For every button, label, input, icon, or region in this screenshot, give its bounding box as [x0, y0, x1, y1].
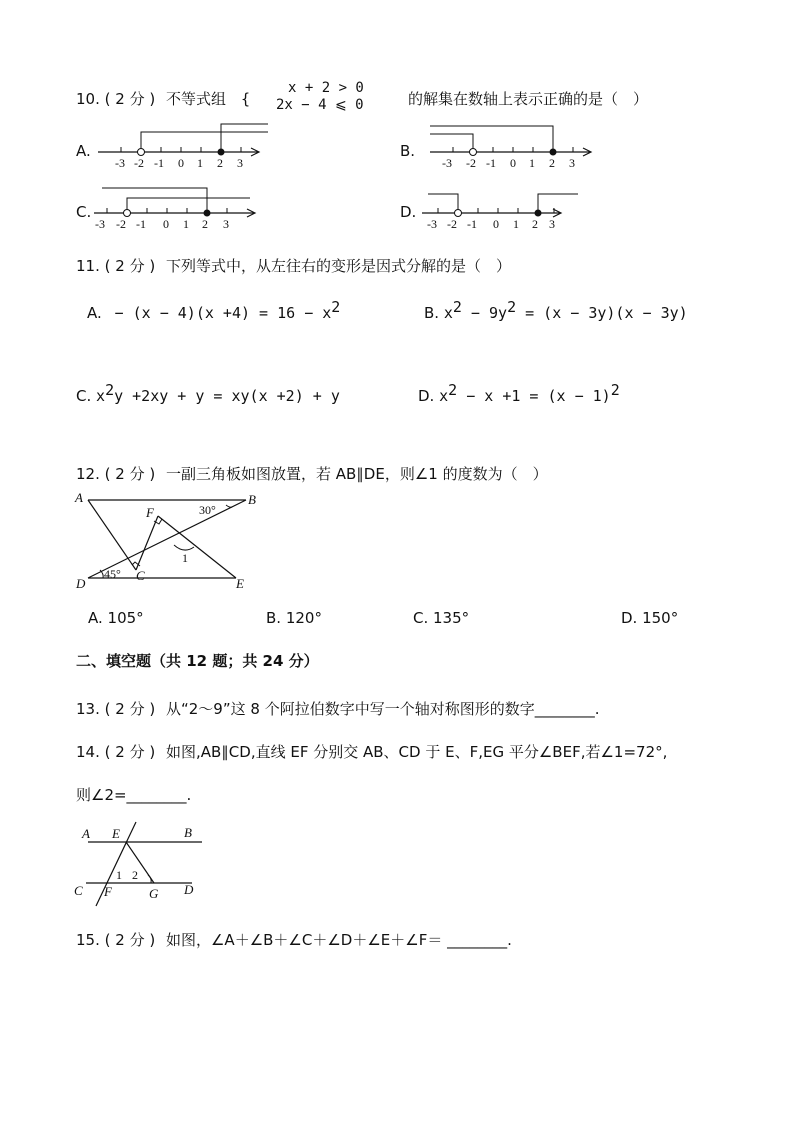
closed-dot	[535, 210, 542, 217]
q11-option-b-exp-2: 2	[507, 298, 517, 316]
q12-option-d[interactable]: D. 150°	[621, 609, 679, 627]
q11-text: 下列等式中，从左往右的变形是因式分解的是（ ）	[165, 257, 511, 275]
q10-option-c-numberline[interactable]	[92, 180, 272, 230]
tick-label: 2	[532, 217, 538, 231]
tick-label: 1	[183, 217, 189, 231]
fig-label-D: D	[184, 882, 194, 897]
fig-label-E: E	[236, 576, 244, 591]
tick-label: -2	[466, 156, 476, 170]
fig-label-F: F	[146, 505, 154, 520]
tick-label: -3	[115, 156, 125, 170]
q14-score: ( 2 分 )	[104, 743, 156, 761]
q10-text-before: 不等式组	[165, 90, 226, 108]
closed-dot	[204, 210, 211, 217]
q11-option-a-label: A.	[87, 304, 102, 322]
line-FE	[158, 516, 236, 578]
q11-option-c-label: C.	[76, 387, 92, 405]
q11-option-d-label: D.	[418, 387, 435, 405]
q14-text-2[interactable]: 则∠2=________.	[76, 786, 192, 804]
q10-brace: {	[240, 90, 251, 108]
fig-label-D: D	[76, 576, 86, 591]
tick-labels	[115, 156, 243, 170]
tick-label: 3	[237, 156, 243, 170]
tick-label: 2	[549, 156, 555, 170]
tick-label: -3	[442, 156, 452, 170]
q13-number: 13.	[76, 700, 100, 718]
q11-option-b-expr-3: = (x − 3y)(x − 3y)	[516, 304, 688, 322]
tick-label: -1	[154, 156, 164, 170]
q14-parallel-lines-figure	[74, 820, 214, 915]
tick-label: -1	[136, 217, 146, 231]
q10-inequality-system	[276, 80, 364, 114]
closed-dot	[550, 149, 557, 156]
open-dot	[470, 149, 477, 156]
q12-option-a[interactable]: A. 105°	[88, 609, 144, 627]
fig-label-30: 30°	[199, 503, 216, 517]
q15-line	[76, 929, 512, 950]
fig-label-2: 2	[132, 868, 138, 882]
tick-label: -2	[116, 217, 126, 231]
tick-label: 3	[549, 217, 555, 231]
tick-label: 1	[529, 156, 535, 170]
tick-label: 2	[217, 156, 223, 170]
q11-number: 11.	[76, 257, 100, 275]
q15-score: ( 2 分 )	[104, 931, 156, 949]
solution-ray-1	[428, 194, 458, 209]
fig-label-A: A	[75, 490, 83, 505]
q13-line	[76, 698, 599, 719]
open-dot	[138, 149, 145, 156]
q11-option-d-expr-2: − x +1 = (x − 1)	[457, 387, 611, 405]
q10-option-d-label[interactable]: D.	[400, 203, 417, 221]
q15-text[interactable]: 如图，∠A＋∠B＋∠C＋∠D＋∠E＋∠F＝ ________.	[165, 931, 512, 949]
solution-ray-2	[430, 126, 553, 148]
q12-option-c[interactable]: C. 135°	[413, 609, 470, 627]
q13-text[interactable]: 从“2～9”这 8 个阿拉伯数字中写一个轴对称图形的数字________.	[165, 700, 600, 718]
solution-ray-2	[538, 194, 578, 209]
tick-label: -3	[427, 217, 437, 231]
fig-label-1: 1	[116, 868, 122, 882]
q11-score: ( 2 分 )	[104, 257, 156, 275]
tick-label: -2	[134, 156, 144, 170]
q12-text: 一副三角板如图放置，若 AB∥DE，则∠1 的度数为（ ）	[165, 465, 548, 483]
q10-option-c-label[interactable]: C.	[76, 203, 92, 221]
tick-label: -2	[447, 217, 457, 231]
q11-option-c-expr-2: y +2xy + y = xy(x +2) + y	[114, 387, 340, 405]
fig-label-1: 1	[182, 551, 188, 565]
fig-label-C: C	[74, 883, 83, 898]
tick-label: 0	[178, 156, 184, 170]
fig-label-F: F	[104, 884, 112, 899]
q10-line	[76, 88, 250, 109]
tick-label: 0	[163, 217, 169, 231]
q11-option-b[interactable]	[424, 298, 688, 322]
tick-label: 0	[493, 217, 499, 231]
q13-score: ( 2 分 )	[104, 700, 156, 718]
q14-text: 如图,AB∥CD,直线 EF 分别交 AB、CD 于 E、F,EG 平分∠BEF,若∠1=72°,	[165, 743, 668, 761]
open-dot	[124, 210, 131, 217]
fig-label-E: E	[112, 826, 120, 841]
q11-option-d-exp-1: 2	[448, 381, 458, 399]
angle-arc-B	[226, 505, 232, 507]
q10-score: ( 2 分 )	[104, 90, 156, 108]
angle-arc-1	[174, 545, 194, 550]
q12-number: 12.	[76, 465, 100, 483]
q10-number: 10.	[76, 90, 100, 108]
solution-ray-1	[127, 198, 250, 209]
solution-ray-1	[430, 134, 473, 148]
closed-dot	[218, 149, 225, 156]
fig-label-45: 45°	[104, 567, 121, 581]
tick-label: 2	[202, 217, 208, 231]
q12-triangle-figure	[74, 490, 264, 590]
q10-ineq2: 2x − 4 ⩽ 0	[276, 97, 364, 113]
fig-label-A: A	[82, 826, 90, 841]
q11-line	[76, 255, 511, 276]
q11-option-a-exp: 2	[331, 298, 341, 316]
solution-ray-1	[141, 132, 268, 148]
q11-option-b-expr-2: − 9y	[461, 304, 508, 322]
q10-option-b-numberline[interactable]	[428, 120, 608, 170]
fig-label-B: B	[248, 492, 256, 507]
tick-label: 0	[510, 156, 516, 170]
q11-option-a[interactable]	[87, 298, 340, 322]
tick-label: -1	[467, 217, 477, 231]
q10-option-b-label[interactable]: B.	[400, 142, 416, 160]
q11-option-d-exp-2: 2	[610, 381, 620, 399]
tick-label: 3	[569, 156, 575, 170]
q11-option-b-exp-1: 2	[452, 298, 462, 316]
tick-label: 1	[513, 217, 519, 231]
q10-option-d-numberline[interactable]	[420, 180, 600, 230]
fig-label-C: C	[136, 568, 145, 583]
q11-option-c-expr-1: x	[96, 387, 106, 405]
q11-option-b-expr-1: x	[443, 304, 453, 322]
open-dot	[455, 210, 462, 217]
q10-option-a-numberline[interactable]	[96, 120, 276, 170]
q11-option-d[interactable]	[418, 381, 620, 405]
line-FC	[136, 516, 158, 570]
angle-arc-G	[148, 875, 151, 883]
q14-line	[76, 741, 667, 762]
q10-text-after: 的解集在数轴上表示正确的是（ ）	[408, 90, 649, 108]
tick-label: -3	[95, 217, 105, 231]
q15-number: 15.	[76, 931, 100, 949]
q10-ineq1: x + 2 > 0	[288, 80, 364, 96]
tick-label: 1	[197, 156, 203, 170]
q10-option-a-label[interactable]: A.	[76, 142, 91, 160]
q14-number: 14.	[76, 743, 100, 761]
q11-option-d-expr-1: x	[439, 387, 449, 405]
q11-option-c[interactable]	[76, 381, 340, 405]
q12-option-b[interactable]: B. 120°	[266, 609, 322, 627]
section-title: 二、填空题（共 12 题；共 24 分）	[76, 652, 319, 670]
tick-label: -1	[486, 156, 496, 170]
q11-option-c-exp: 2	[105, 381, 115, 399]
line-AC	[88, 500, 136, 570]
q11-option-a-expr: − (x − 4)(x +4) = 16 − x	[114, 304, 332, 322]
q11-option-b-label: B.	[424, 304, 440, 322]
fig-label-G: G	[149, 886, 159, 901]
tick-label: 3	[223, 217, 229, 231]
q12-line	[76, 463, 548, 484]
solution-ray-2	[221, 124, 268, 148]
q12-score: ( 2 分 )	[104, 465, 156, 483]
fig-label-B: B	[184, 825, 192, 840]
